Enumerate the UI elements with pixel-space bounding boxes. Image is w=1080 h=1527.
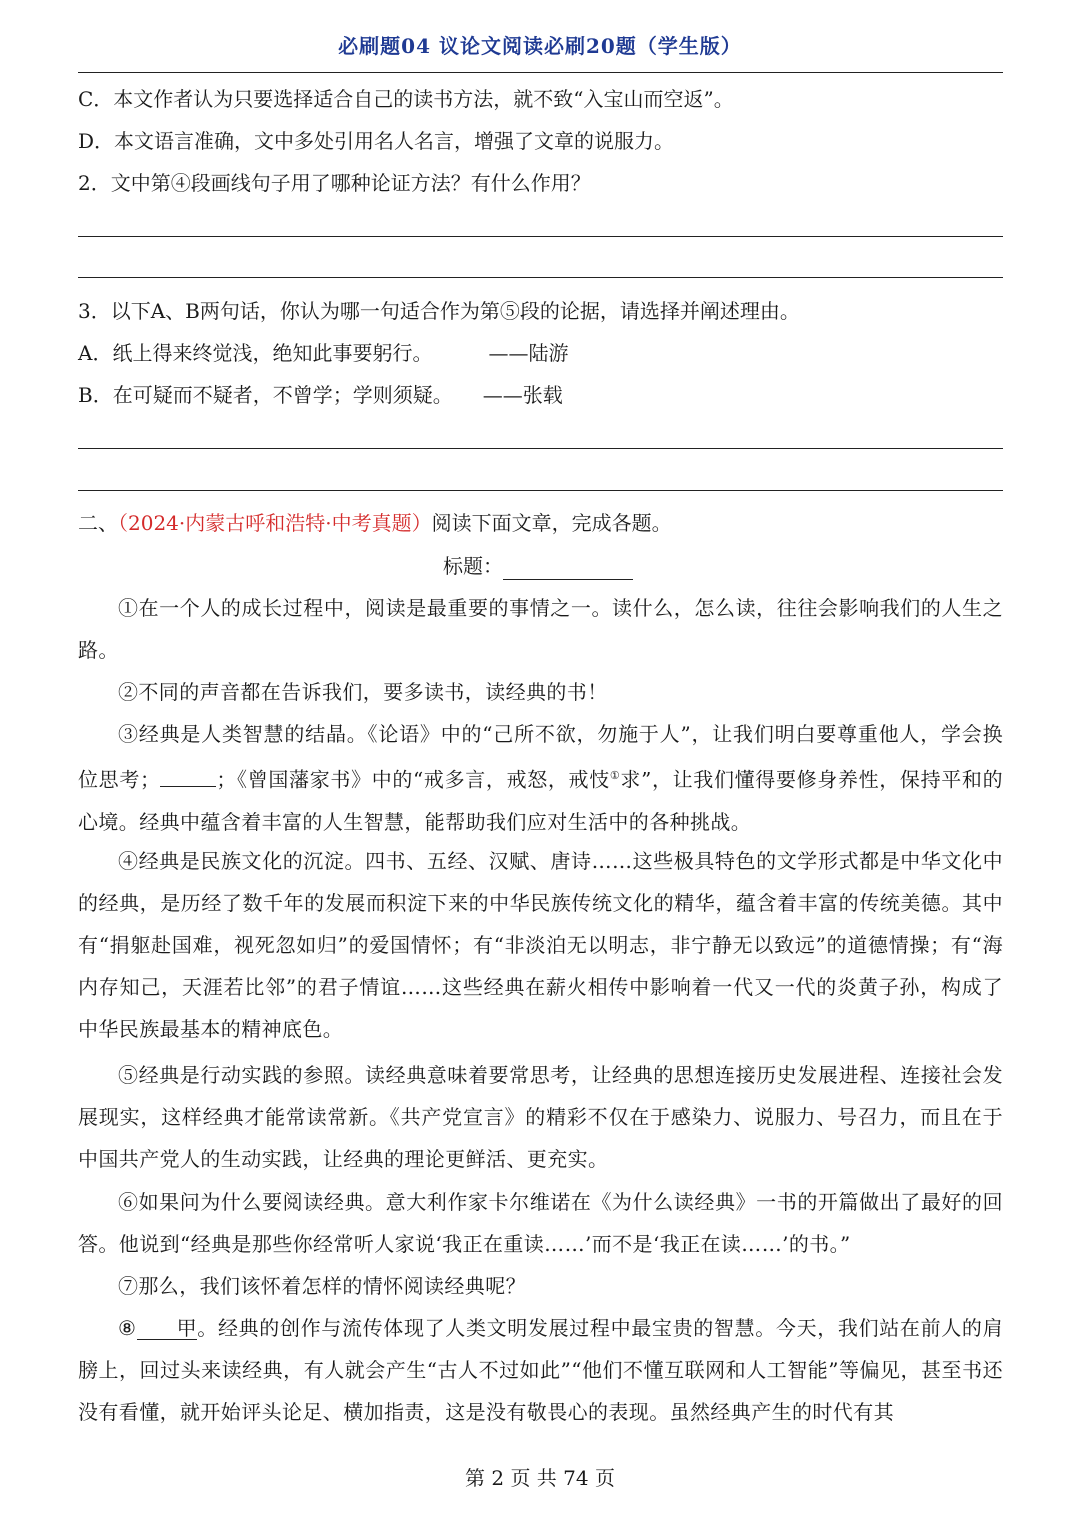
q2-answer-line-1[interactable]: [78, 236, 1003, 237]
page-footer: 第 2 页 共 74 页: [465, 1466, 615, 1490]
article-paragraph-8: [78, 1307, 1003, 1433]
q3-option-b-attribution: ——张载: [482, 383, 563, 407]
q2-answer-line-2[interactable]: [78, 277, 1003, 278]
article-paragraph-4: ④经典是民族文化的沉淀。四书、五经、汉赋、唐诗……这些极具特色的文学形式都是中华文化中的经典，是历经了数千年的发展而积淀下来的中华民族传统文化的精华，蕴含着丰富的传统美德。其中有“捐躯赴国难，视死忽如归”的爱国情怀；有“非淡泊无以明志，非宁静无以致远”的道德情操；有“海内存知己，天涯若比邻”的君子情谊……这些经典在薪火相传中影响着一代又一代的炎黄子孙，构成了中华民族最基本的精神底色。: [78, 849, 1003, 1041]
article-title-blank[interactable]: [503, 557, 633, 580]
section-2-number: 二、: [78, 511, 118, 535]
q3-option-a-attribution: ——陆游: [488, 341, 569, 365]
q3-prompt: 3．以下A、B两句话，你认为哪一句适合作为第⑤段的论据，请选择并阐述理由。: [78, 299, 800, 323]
q3-answer-line-1[interactable]: [78, 448, 1003, 449]
page-header-title: 必刷题04 议论文阅读必刷20题（学生版）: [338, 34, 742, 58]
q2-prompt: 2．文中第④段画线句子用了哪种论证方法？有什么作用？: [78, 171, 591, 195]
q3-answer-line-2[interactable]: [78, 490, 1003, 491]
article-title-label: 标题：: [443, 554, 503, 578]
q3-option-b: [78, 381, 563, 409]
article-paragraph-2: ②不同的声音都在告诉我们，要多读书，读经典的书！: [118, 680, 608, 704]
footnote-marker: ①: [609, 769, 621, 782]
paragraph-8-blank-jia[interactable]: 甲: [137, 1317, 197, 1340]
paragraph-3-part-3: 求”，让我们懂得要修身养性，保持平和的心境。经典中蕴含着丰富的人生智慧，能帮助我们应对生活中的各种挑战。: [78, 767, 1003, 834]
section-2-heading: [78, 509, 672, 537]
paragraph-8-number: ⑧: [118, 1316, 137, 1340]
paragraph-3-blank[interactable]: [160, 766, 216, 787]
article-paragraph-7: ⑦那么，我们该怀着怎样的情怀阅读经典呢？: [118, 1274, 526, 1298]
article-paragraph-3: [78, 713, 1003, 843]
paragraph-3-part-1: ③经典是人类智慧的结晶。《论语》中的“己所不欲，勿施于人”，让我们明白要尊重他人，学会换位思考；: [78, 722, 1003, 792]
paragraph-8-text: 。经典的创作与流传体现了人类文明发展过程中最宝贵的智慧。今天，我们站在前人的肩膀上，回过头来读经典，有人就会产生“古人不过如此”“他们不懂互联网和人工智能”等偏见，甚至书还没有看懂，就开始评头论足、横加指责，这是没有敬畏心的表现。虽然经典产生的时代有其: [78, 1316, 1003, 1424]
q3-option-b-text: B．在可疑而不疑者，不曾学；学则须疑。: [78, 383, 453, 407]
article-paragraph-5: ⑤经典是行动实践的参照。读经典意味着要常思考，让经典的思想连接历史发展进程、连接社会发展现实，这样经典才能常读常新。《共产党宣言》的精彩不仅在于感染力、说服力、号召力，而且在于中国共产党人的生动实践，让经典的理论更鲜活、更充实。: [78, 1063, 1003, 1171]
q3-option-a-text: A．纸上得来终觉浅，绝知此事要躬行。: [78, 341, 433, 365]
section-2-instruction: 阅读下面文章，完成各题。: [431, 511, 672, 535]
q1-option-d: D．本文语言准确，文中多处引用名人名言，增强了文章的说服力。: [78, 129, 675, 153]
section-2-source: （2024·内蒙古呼和浩特·中考真题）: [118, 511, 432, 535]
q1-option-c: C．本文作者认为只要选择适合自己的读书方法，就不致“入宝山而空返”。: [78, 87, 734, 111]
paragraph-3-part-2: ；《曾国藩家书》中的“戒多言，戒怒，戒忮: [216, 767, 610, 792]
q3-option-a: [78, 339, 568, 367]
header-divider: [78, 72, 1003, 73]
article-paragraph-1: ①在一个人的成长过程中，阅读是最重要的事情之一。读什么，怎么读，往往会影响我们的人生之路。: [78, 596, 1003, 662]
article-title-row: [443, 552, 633, 580]
article-paragraph-6: ⑥如果问为什么要阅读经典。意大利作家卡尔维诺在《为什么读经典》一书的开篇做出了最好的回答。他说到“经典是那些你经常听人家说‘我正在重读……’而不是‘我正在读……’的书。”: [78, 1190, 1003, 1256]
